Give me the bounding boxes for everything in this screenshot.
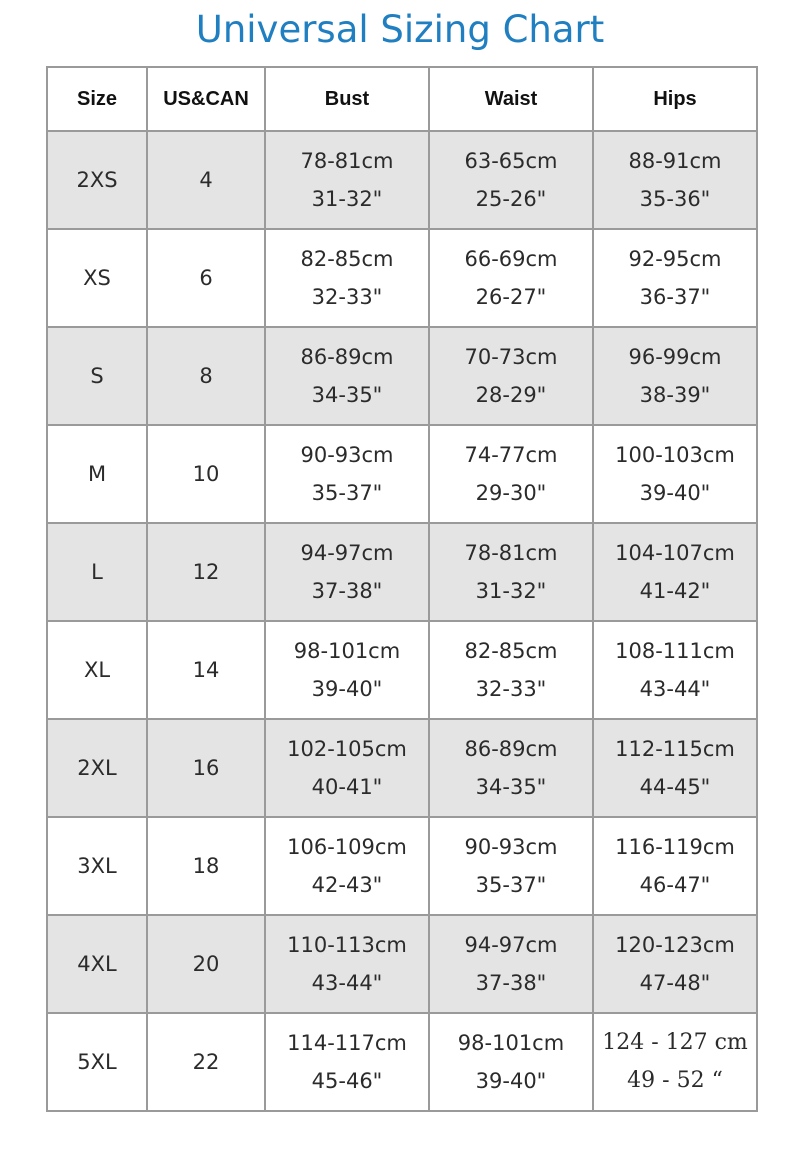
bust-cell xyxy=(265,915,429,1013)
us-can-cell: 12 xyxy=(147,523,265,621)
waist-cell xyxy=(429,621,593,719)
size-cell: L xyxy=(47,523,147,621)
hips-cell xyxy=(593,229,757,327)
hips-cell xyxy=(593,131,757,229)
waist-cm: 63-65cm xyxy=(464,149,558,173)
us-can-cell: 18 xyxy=(147,817,265,915)
header-waist: Waist xyxy=(429,67,593,131)
bust-cell xyxy=(265,229,429,327)
waist-cm: 98-101cm xyxy=(457,1031,565,1055)
bust-cell xyxy=(265,817,429,915)
table-row xyxy=(47,523,757,621)
table-row xyxy=(47,915,757,1013)
waist-inches: 26-27" xyxy=(475,285,547,309)
size-cell: 2XL xyxy=(47,719,147,817)
hips-cell xyxy=(593,621,757,719)
bust-cell xyxy=(265,719,429,817)
hips-inches: 41-42" xyxy=(639,579,711,603)
bust-inches: 35-37" xyxy=(311,481,383,505)
waist-cm: 86-89cm xyxy=(464,737,558,761)
size-cell: 4XL xyxy=(47,915,147,1013)
table-row xyxy=(47,817,757,915)
us-can-cell: 4 xyxy=(147,131,265,229)
hips-cm: 88-91cm xyxy=(628,149,722,173)
bust-inches: 45-46" xyxy=(311,1069,383,1093)
table-row xyxy=(47,425,757,523)
header-us-can: US&CAN xyxy=(147,67,265,131)
hips-cell xyxy=(593,327,757,425)
waist-cm: 66-69cm xyxy=(464,247,558,271)
size-cell: 5XL xyxy=(47,1013,147,1111)
waist-cm: 90-93cm xyxy=(464,835,558,859)
table-row xyxy=(47,131,757,229)
size-cell: 2XS xyxy=(47,131,147,229)
size-cell: XS xyxy=(47,229,147,327)
size-cell: M xyxy=(47,425,147,523)
hips-cm: 104-107cm xyxy=(615,541,735,565)
bust-cm: 78-81cm xyxy=(300,149,394,173)
waist-cm: 94-97cm xyxy=(464,933,558,957)
bust-inches: 39-40" xyxy=(311,677,383,701)
hips-cell xyxy=(593,523,757,621)
waist-cm: 78-81cm xyxy=(464,541,558,565)
bust-cm: 90-93cm xyxy=(300,443,394,467)
hips-cell xyxy=(593,425,757,523)
bust-inches: 40-41" xyxy=(311,775,383,799)
hips-cm: 92-95cm xyxy=(628,247,722,271)
waist-inches: 32-33" xyxy=(475,677,547,701)
waist-inches: 37-38" xyxy=(475,971,547,995)
bust-cell xyxy=(265,523,429,621)
waist-cell xyxy=(429,523,593,621)
bust-cm: 106-109cm xyxy=(287,835,407,859)
waist-inches: 39-40" xyxy=(475,1069,547,1093)
hips-cm: 120-123cm xyxy=(615,933,735,957)
bust-inches: 42-43" xyxy=(311,873,383,897)
waist-inches: 35-37" xyxy=(475,873,547,897)
hips-inches: 44-45" xyxy=(639,775,711,799)
hips-cm: 116-119cm xyxy=(615,835,735,859)
hips-cm: 124 - 127 cm xyxy=(602,1030,748,1055)
hips-cell xyxy=(593,1013,757,1111)
waist-cm: 70-73cm xyxy=(464,345,558,369)
bust-cm: 94-97cm xyxy=(300,541,394,565)
hips-cm: 96-99cm xyxy=(628,345,722,369)
bust-inches: 32-33" xyxy=(311,285,383,309)
waist-inches: 28-29" xyxy=(475,383,547,407)
table-row xyxy=(47,327,757,425)
hips-inches: 36-37" xyxy=(639,285,711,309)
waist-inches: 25-26" xyxy=(475,187,547,211)
size-cell: S xyxy=(47,327,147,425)
bust-cell xyxy=(265,425,429,523)
sizing-table xyxy=(46,66,758,1112)
us-can-cell: 10 xyxy=(147,425,265,523)
us-can-cell: 6 xyxy=(147,229,265,327)
waist-inches: 29-30" xyxy=(475,481,547,505)
hips-inches: 39-40" xyxy=(639,481,711,505)
waist-cm: 82-85cm xyxy=(464,639,558,663)
bust-cm: 86-89cm xyxy=(300,345,394,369)
waist-inches: 34-35" xyxy=(475,775,547,799)
waist-cm: 74-77cm xyxy=(464,443,558,467)
us-can-cell: 20 xyxy=(147,915,265,1013)
table-row xyxy=(47,621,757,719)
bust-inches: 31-32" xyxy=(311,187,383,211)
waist-cell xyxy=(429,719,593,817)
header-size: Size xyxy=(47,67,147,131)
hips-inches: 43-44" xyxy=(639,677,711,701)
size-cell: 3XL xyxy=(47,817,147,915)
bust-cell xyxy=(265,621,429,719)
hips-inches: 47-48" xyxy=(639,971,711,995)
page-title: Universal Sizing Chart xyxy=(195,8,605,51)
hips-inches: 35-36" xyxy=(639,187,711,211)
bust-cell xyxy=(265,327,429,425)
table-row xyxy=(47,719,757,817)
size-cell: XL xyxy=(47,621,147,719)
bust-inches: 34-35" xyxy=(311,383,383,407)
waist-cell xyxy=(429,817,593,915)
waist-cell xyxy=(429,327,593,425)
hips-cm: 100-103cm xyxy=(615,443,735,467)
waist-cell xyxy=(429,131,593,229)
bust-cm: 102-105cm xyxy=(287,737,407,761)
bust-cm: 82-85cm xyxy=(300,247,394,271)
hips-cell xyxy=(593,915,757,1013)
us-can-cell: 8 xyxy=(147,327,265,425)
table-row xyxy=(47,229,757,327)
us-can-cell: 16 xyxy=(147,719,265,817)
header-hips: Hips xyxy=(593,67,757,131)
bust-inches: 37-38" xyxy=(311,579,383,603)
bust-inches: 43-44" xyxy=(311,971,383,995)
hips-inches: 49 - 52 “ xyxy=(627,1068,723,1093)
waist-cell xyxy=(429,1013,593,1111)
hips-cm: 112-115cm xyxy=(615,737,735,761)
header-row xyxy=(47,67,757,131)
us-can-cell: 14 xyxy=(147,621,265,719)
hips-inches: 46-47" xyxy=(639,873,711,897)
bust-cell xyxy=(265,1013,429,1111)
header-bust: Bust xyxy=(265,67,429,131)
us-can-cell: 22 xyxy=(147,1013,265,1111)
bust-cell xyxy=(265,131,429,229)
waist-cell xyxy=(429,229,593,327)
hips-cm: 108-111cm xyxy=(615,639,735,663)
waist-cell xyxy=(429,915,593,1013)
waist-inches: 31-32" xyxy=(475,579,547,603)
hips-cell xyxy=(593,719,757,817)
bust-cm: 110-113cm xyxy=(287,933,407,957)
waist-cell xyxy=(429,425,593,523)
hips-cell xyxy=(593,817,757,915)
hips-inches: 38-39" xyxy=(639,383,711,407)
table-row xyxy=(47,1013,757,1111)
bust-cm: 114-117cm xyxy=(287,1031,407,1055)
bust-cm: 98-101cm xyxy=(293,639,401,663)
